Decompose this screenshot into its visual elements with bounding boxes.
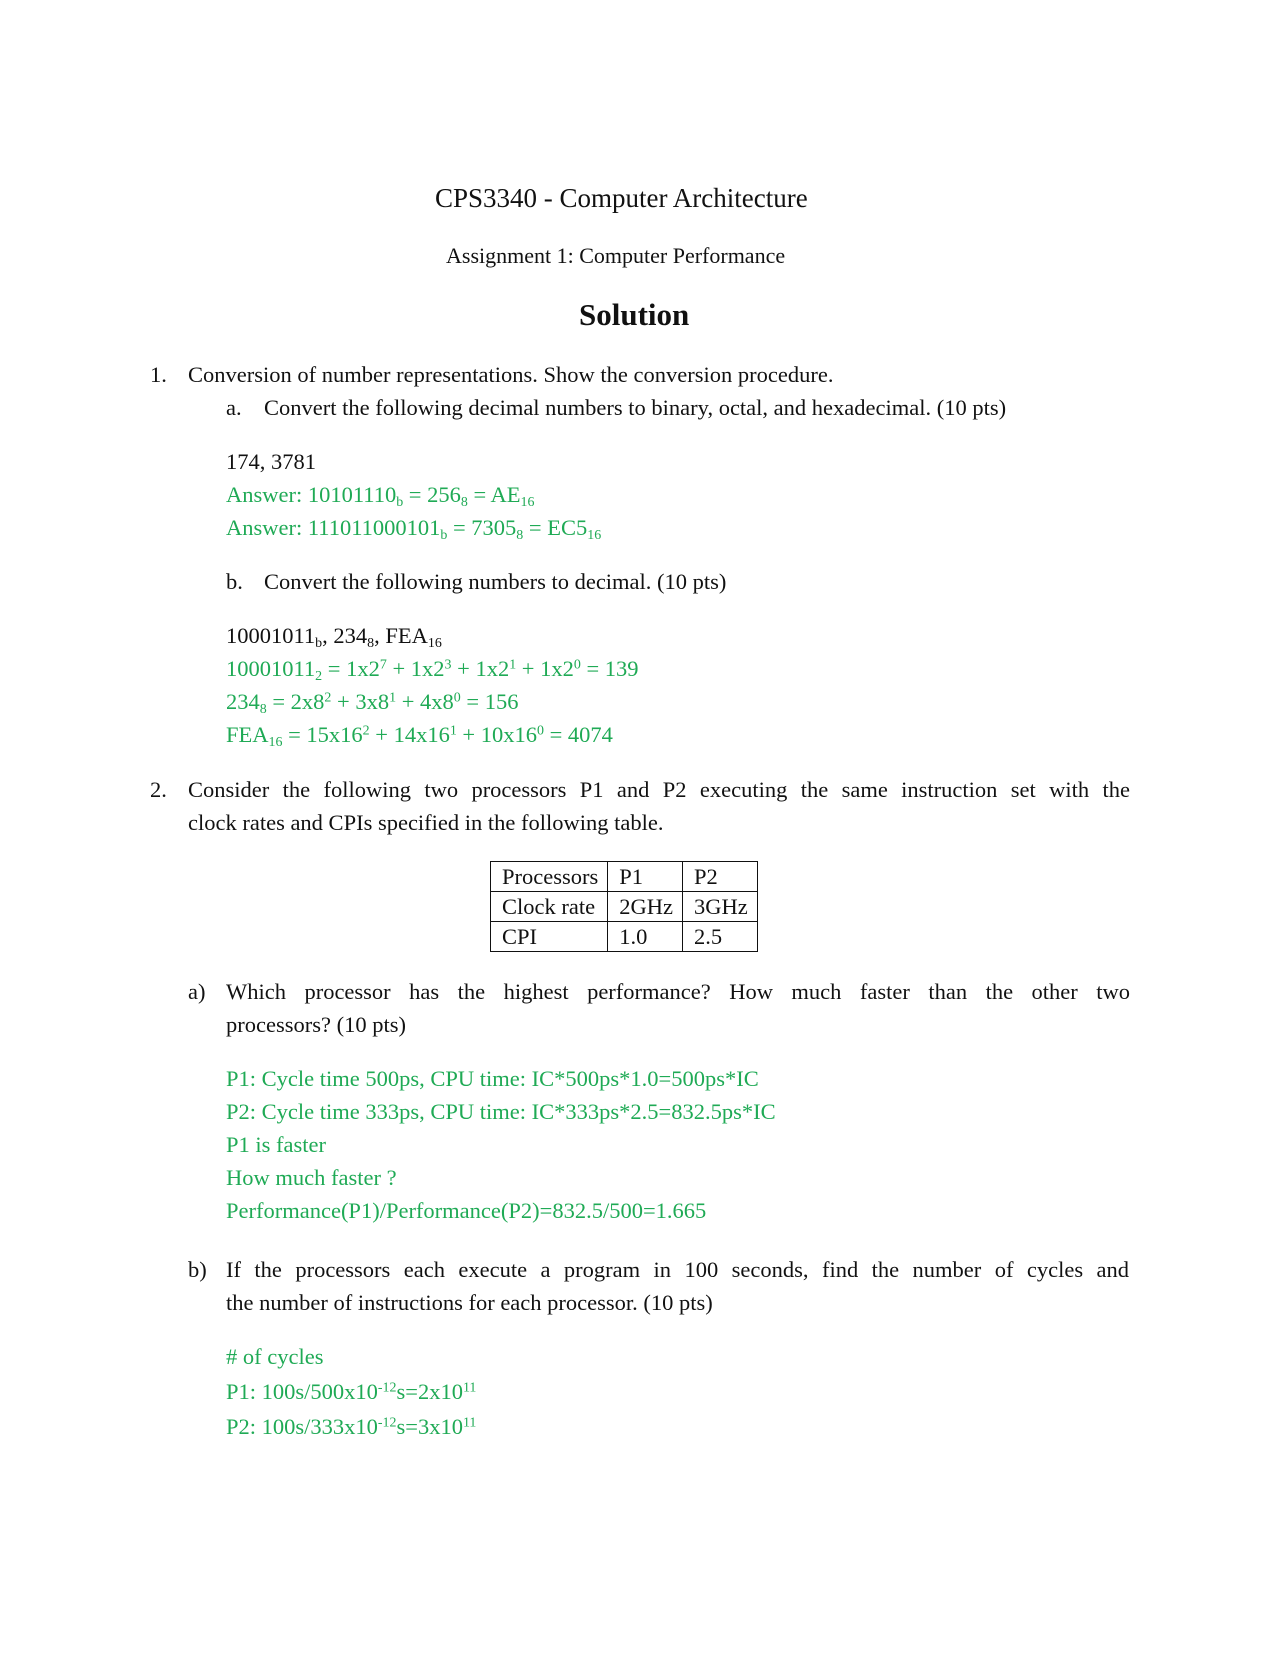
solution-heading: Solution: [579, 297, 690, 332]
table-cell: CPI: [491, 922, 608, 952]
q2-number: 2.: [150, 777, 167, 802]
q1b-line-1: $10001011_2 = 1x2^7 + 1x2^3 + 1x2^1 + 1x2^0 = 139$: [226, 656, 639, 685]
table-cell: 2.5: [682, 922, 757, 952]
q2a-answer-1: P1: Cycle time 500ps, CPU time: IC*500ps*1.0=500ps*IC: [226, 1066, 759, 1091]
q2-text-line-1: Consider the following two processors P1 and P2 executing the same instruction set with the: [188, 777, 1130, 802]
q2b-cycles-heading: # of cycles: [226, 1344, 324, 1369]
q2a-answer-2: P2: Cycle time 333ps, CPU time: IC*333ps*2.5=832.5ps*IC: [226, 1099, 776, 1124]
assignment-title: Assignment 1: Computer Performance: [446, 243, 786, 268]
q2b-label: b): [188, 1257, 207, 1282]
table-cell: P2: [682, 862, 757, 892]
q1-text: Conversion of number representations. Show the conversion procedure.: [188, 362, 834, 387]
table-cell: 2GHz: [608, 892, 683, 922]
q1a-text: Convert the following decimal numbers to binary, octal, and hexadecimal. (10 pts): [264, 395, 1007, 420]
q2b-p1-cycles: P1: $100s/500x10^{-12}s=2x10^{11}$: [226, 1379, 477, 1404]
table-cell: 3GHz: [682, 892, 757, 922]
q1-number: 1.: [150, 362, 167, 387]
q2a-text-line-1: Which processor has the highest performance? How much faster than the other two: [226, 979, 1130, 1004]
table-cell: Processors: [491, 862, 608, 892]
q1a-answer-2: Answer: $111011000101_b = 7305_8 = EC5_{16}$: [226, 515, 602, 544]
course-title: CPS3340 - Computer Architecture: [435, 183, 808, 213]
q1a-label: a.: [226, 395, 242, 420]
processor-table: [490, 861, 758, 952]
table-cell: Clock rate: [491, 892, 608, 922]
q2a-answer-3: P1 is faster: [226, 1132, 326, 1157]
q2a-answer-5: Performance(P1)/Performance(P2)=832.5/500=1.665: [226, 1198, 707, 1223]
table-row: [491, 922, 758, 952]
q2a-answer-4: How much faster ?: [226, 1165, 397, 1190]
table-row: [491, 892, 758, 922]
table-cell: 1.0: [608, 922, 683, 952]
q1b-label: b.: [226, 569, 243, 594]
q2b-text-line-1: If the processors each execute a program in 100 seconds, find the number of cycles and: [226, 1257, 1129, 1282]
q1b-given: $10001011_b$, $234_8$, $FEA_{16}$: [226, 623, 442, 652]
q1b-line-3: $FEA_{16} = 15x16^2 + 14x16^1 + 10x16^0 = 4074$: [226, 722, 613, 751]
q1a-answer-1: Answer: $10101110_b = 256_8 = AE_{16}$: [226, 482, 535, 511]
q1b-line-2: $234_8 = 2x8^2 + 3x8^1 + 4x8^0 = 156$: [226, 689, 519, 718]
q2a-label: a): [188, 979, 206, 1004]
table-cell: P1: [608, 862, 683, 892]
q2a-text-line-2: processors? (10 pts): [226, 1012, 406, 1037]
q1a-given: 174, 3781: [226, 449, 316, 474]
q2b-p2-cycles: P2: $100s/333x10^{-12}s=3x10^{11}$: [226, 1414, 477, 1439]
table-row: [491, 862, 758, 892]
q2b-text-line-2: the number of instructions for each processor. (10 pts): [226, 1290, 713, 1315]
q1b-text: Convert the following numbers to decimal. (10 pts): [264, 569, 727, 594]
q2-text-line-2: clock rates and CPIs specified in the following table.: [188, 810, 664, 835]
